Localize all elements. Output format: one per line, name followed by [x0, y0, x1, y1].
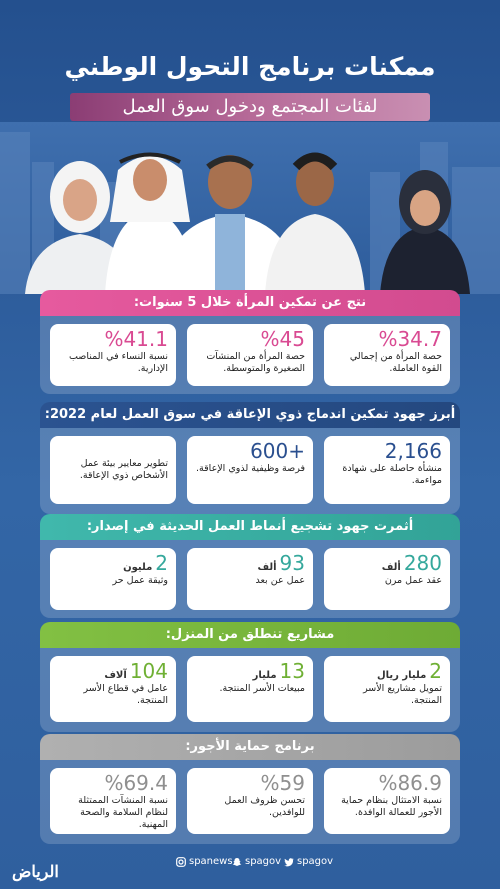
stat-value-row [195, 551, 305, 575]
stat-unit: ألف [381, 562, 401, 573]
stat-card [187, 324, 313, 386]
stat-value: 280 [403, 551, 442, 575]
section-heading: أبرز جهود تمكين اندماج ذوي الإعاقة في سوق العمل لعام 2022: [40, 402, 460, 428]
stat-value: 93 [279, 551, 305, 575]
section-body [40, 316, 460, 394]
twitter-handle-text: spagov [297, 856, 334, 867]
stat-description: حصة المرأة من المنشآت الصغيرة والمتوسطة. [206, 351, 305, 374]
stat-description: تحسن ظروف العمل للوافدين. [224, 795, 305, 818]
stat-card [50, 656, 176, 722]
stat-value: %34.7 [378, 327, 442, 351]
section-body [40, 540, 460, 618]
stat-card [324, 548, 450, 610]
stat-value-row [58, 659, 168, 683]
section-modern-work-patterns [40, 514, 460, 618]
stat-unit: مليار [252, 670, 277, 681]
stat-description: نسبة الامتثال بنظام حماية الأجور للعمالة الوافدة. [341, 795, 442, 818]
section-heading: أثمرت جهود تشجيع أنماط العمل الحديثة في إصدار: [40, 514, 460, 540]
stat-value-row [332, 659, 442, 683]
section-home-businesses [40, 622, 460, 732]
stat-description: عامل في قطاع الأسر المنتجة. [83, 683, 168, 706]
section-disability-inclusion [40, 402, 460, 514]
stat-description: مبيعات الأسر المنتجة. [219, 683, 305, 694]
stat-description: حصة المرأة من إجمالي القوة العاملة. [349, 351, 442, 374]
stat-value: %41.1 [104, 327, 168, 351]
stat-description: منشأة حاصلة على شهادة مواءمة. [342, 463, 442, 486]
stat-unit: آلاف [104, 670, 127, 681]
stat-description: نسبة النساء في المناصب الإدارية. [68, 351, 168, 374]
stat-description: فرصة وظيفية لذوي الإعاقة. [196, 463, 305, 474]
section-heading: برنامج حماية الأجور: [40, 734, 460, 760]
instagram-handle-text: spanews [189, 856, 233, 867]
stat-description: نسبة المنشآت الممتثلة لنظام السلامة والصحة المهنية. [78, 795, 168, 830]
hero-illustration [0, 122, 500, 294]
stat-value-row [332, 551, 442, 575]
stat-value: %69.4 [104, 771, 168, 795]
stat-value-row [195, 659, 305, 683]
stat-card [187, 436, 313, 504]
stat-value: 2,166 [384, 439, 442, 463]
stat-unit: مليار ريال [376, 670, 427, 681]
snapchat-handle[interactable] [232, 856, 281, 867]
section-body [40, 648, 460, 732]
stat-card [187, 656, 313, 722]
stat-card [187, 768, 313, 834]
stat-unit: مليون [123, 562, 153, 573]
stat-value: 2 [155, 551, 168, 575]
twitter-handle[interactable] [284, 856, 333, 867]
instagram-icon [176, 857, 186, 867]
newspaper-logo: الرياض [12, 862, 59, 881]
stat-description: عمل عن بعد [255, 575, 305, 586]
snapchat-icon [232, 857, 242, 867]
stat-card [324, 656, 450, 722]
stat-card [324, 436, 450, 504]
section-women-empowerment [40, 290, 460, 394]
page-title: ممكنات برنامج التحول الوطني [64, 52, 436, 81]
stat-description: تطوير معايير بيئة عمل الأشخاص ذوي الإعاقة. [79, 458, 168, 481]
stat-card [324, 768, 450, 834]
section-body [40, 760, 460, 844]
stat-card [187, 548, 313, 610]
stat-value: %59 [260, 771, 305, 795]
stat-description: تمويل مشاريع الأسر المنتجة. [363, 683, 442, 706]
instagram-handle[interactable] [176, 856, 233, 867]
stat-value: %45 [260, 327, 305, 351]
stat-description: عقد عمل مرن [384, 575, 442, 586]
stat-card [50, 548, 176, 610]
section-wage-protection [40, 734, 460, 844]
twitter-icon [284, 857, 294, 867]
section-heading: مشاريع تنطلق من المنزل: [40, 622, 460, 648]
stat-value: 13 [279, 659, 305, 683]
stat-card [324, 324, 450, 386]
stat-value: 2 [429, 659, 442, 683]
stat-value-row [58, 551, 168, 575]
stat-value: 600+ [250, 439, 305, 463]
stat-card [50, 324, 176, 386]
snapchat-handle-text: spagov [245, 856, 282, 867]
stat-description: وثيقة عمل حر [112, 575, 168, 586]
stat-card [50, 436, 176, 504]
section-heading: نتج عن تمكين المرأة خلال 5 سنوات: [40, 290, 460, 316]
stat-value: %86.9 [378, 771, 442, 795]
stat-card [50, 768, 176, 834]
stat-unit: ألف [257, 562, 277, 573]
section-body [40, 428, 460, 514]
stat-value: 104 [129, 659, 168, 683]
page-subtitle: لفئات المجتمع ودخول سوق العمل [70, 93, 430, 121]
